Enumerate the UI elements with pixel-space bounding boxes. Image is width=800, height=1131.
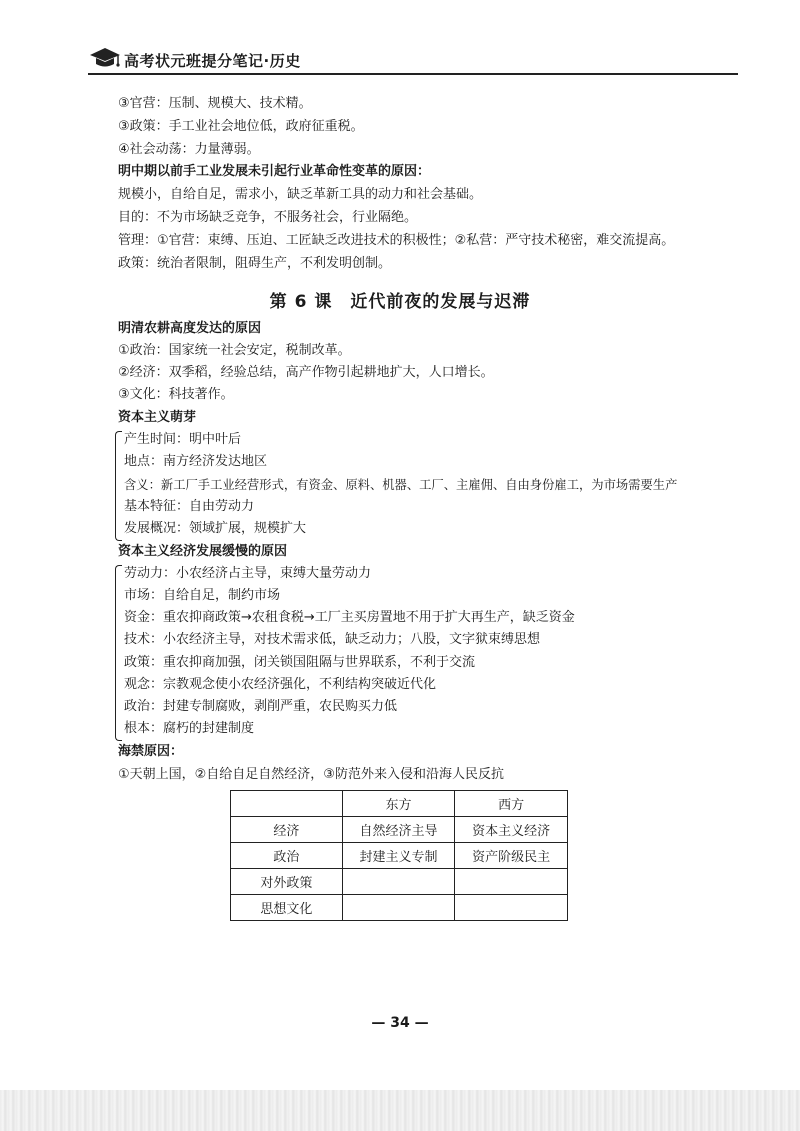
list-item: 地点：南方经济发达地区	[124, 454, 268, 469]
table-header-cell: 东方	[342, 791, 455, 817]
table-cell	[342, 895, 455, 921]
list-item: 市场：自给自足，制约市场	[124, 588, 281, 603]
table-cell: 资本主义经济	[455, 817, 568, 843]
table-cell: 政治	[231, 843, 343, 869]
table-header-cell	[231, 791, 343, 817]
list-item: 含义：新工厂手工业经营形式，有资金、原料、机器、工厂、主雇佣、自由身份雇工，为市场需要生产	[124, 478, 678, 492]
table-cell	[342, 869, 455, 895]
table-cell: 自然经济主导	[342, 817, 455, 843]
table-row	[231, 895, 568, 921]
list-item: 政策：统治者限制，阻碍生产，不利发明创制。	[118, 256, 392, 271]
brace	[115, 431, 122, 541]
list-item: ④社会动荡：力量薄弱。	[118, 142, 260, 157]
table-cell: 对外政策	[231, 869, 343, 895]
list-item: ①天朝上国，②自给自足自然经济，③防范外来入侵和沿海人民反抗	[118, 767, 504, 782]
list-item: 基本特征：自由劳动力	[124, 499, 255, 514]
list-item: ③文化：科技著作。	[118, 387, 234, 402]
list-item: 根本：腐朽的封建制度	[124, 721, 255, 736]
list-item: ③官营：压制、规模大、技术精。	[118, 96, 312, 111]
list-item: 发展概况：领域扩展，规模扩大	[124, 521, 307, 536]
list-item: 管理：①官营：束缚、压迫、工匠缺乏改进技术的积极性；②私营：严守技术秘密，难交流提高。	[118, 233, 675, 248]
list-item: 产生时间：明中叶后	[124, 432, 242, 447]
header-title: 高考状元班提分笔记·历史	[124, 52, 301, 70]
table-cell: 封建主义专制	[342, 843, 455, 869]
list-item: ①政治：国家统一社会安定，税制改革。	[118, 343, 351, 358]
list-item: ③政策：手工业社会地位低，政府征重税。	[118, 119, 364, 134]
table-cell: 思想文化	[231, 895, 343, 921]
table-cell: 经济	[231, 817, 343, 843]
header-rule	[88, 73, 738, 75]
list-item: 政策：重农抑商加强，闭关锁国阻隔与世界联系，不利于交流	[124, 655, 476, 670]
list-item: 资金：重农抑商政策→农租食税→工厂主买房置地不用于扩大再生产，缺乏资金	[124, 610, 575, 625]
comparison-table	[230, 790, 568, 921]
list-item: 目的：不为市场缺乏竞争，不服务社会，行业隔绝。	[118, 210, 418, 225]
table-cell	[455, 869, 568, 895]
table-header-row	[231, 791, 568, 817]
list-item: ②经济：双季稻，经验总结，高产作物引起耕地扩大，人口增长。	[118, 365, 494, 380]
list-item: 劳动力：小农经济占主导，束缚大量劳动力	[124, 566, 372, 581]
table-cell: 资产阶级民主	[455, 843, 568, 869]
section-heading: 资本主义经济发展缓慢的原因	[118, 544, 288, 559]
table-row	[231, 817, 568, 843]
list-item: 政治：封建专制腐败，剥削严重，农民购买力低	[124, 699, 398, 714]
list-item: 技术：小农经济主导，对技术需求低，缺乏动力；八股，文字狱束缚思想	[124, 632, 541, 647]
section-heading: 明中期以前手工业发展未引起行业革命性变革的原因：	[118, 164, 431, 179]
list-item: 观念：宗教观念使小农经济强化，不利结构突破近代化	[124, 677, 437, 692]
list-item: 规模小，自给自足，需求小，缺乏革新工具的动力和社会基础。	[118, 187, 483, 202]
page-header	[88, 44, 738, 74]
section-heading: 明清农耕高度发达的原因	[118, 321, 262, 336]
table-header-cell: 西方	[455, 791, 568, 817]
table-row	[231, 869, 568, 895]
lesson-title: 第 6 课 近代前夜的发展与迟滞	[269, 292, 531, 312]
scan-noise-strip	[0, 1090, 800, 1131]
table-row	[231, 843, 568, 869]
table-cell	[455, 895, 568, 921]
page-number: — 34 —	[371, 1015, 429, 1031]
graduation-cap-icon	[88, 46, 122, 70]
section-heading: 海禁原因：	[118, 744, 184, 759]
section-heading: 资本主义萌芽	[118, 410, 197, 425]
brace	[115, 565, 122, 741]
